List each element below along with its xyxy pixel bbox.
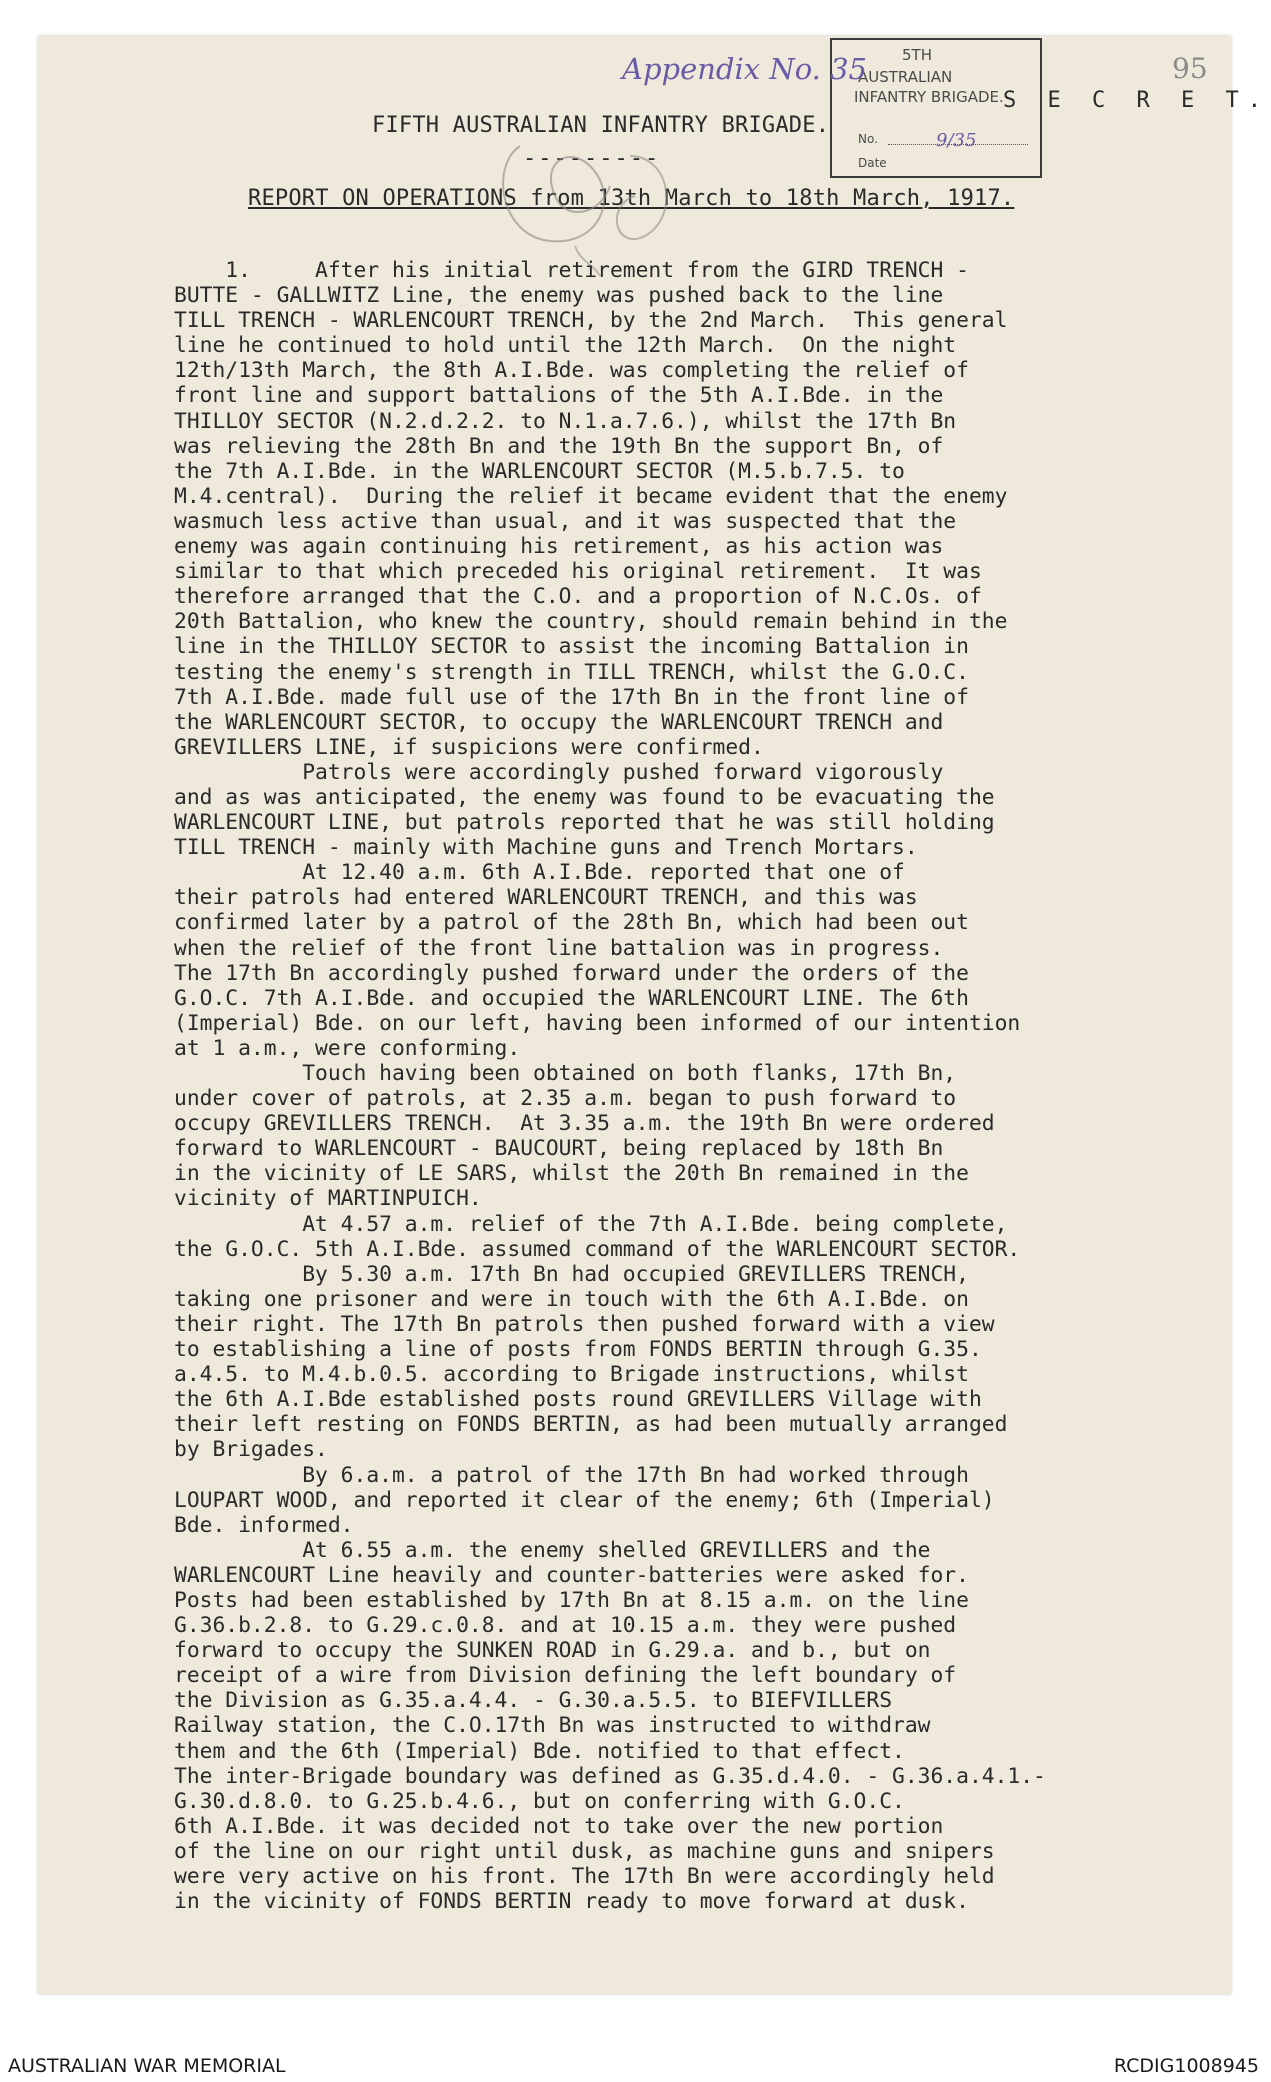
body-line: TILL TRENCH - mainly with Machine guns and Trench Mortars. (174, 835, 918, 861)
body-line: At 4.57 a.m. relief of the 7th A.I.Bde. being complete, (174, 1211, 1008, 1237)
body-line: the 7th A.I.Bde. in the WARLENCOURT SECTOR (M.5.b.7.5. to (174, 458, 905, 484)
body-line: similar to that which preceded his original retirement. It was (174, 559, 982, 585)
report-body (174, 258, 1184, 1914)
stamp-line: 5TH (902, 46, 932, 64)
body-line: By 5.30 a.m. 17th Bn had occupied GREVILLERS TRENCH, (174, 1261, 969, 1287)
body-line: was relieving the 28th Bn and the 19th Bn the support Bn, of (174, 433, 944, 459)
body-line: their left resting on FONDS BERTIN, as had been mutually arranged (174, 1412, 1008, 1438)
body-line: them and the 6th (Imperial) Bde. notified to that effect. (174, 1738, 905, 1764)
stamp-no-label: No. (858, 132, 878, 146)
body-line: the 6th A.I.Bde established posts round GREVILLERS Village with (174, 1387, 982, 1413)
body-line: WARLENCOURT Line heavily and counter-batteries were asked for. (174, 1562, 969, 1588)
body-line: M.4.central). During the relief it became evident that the enemy (174, 483, 1008, 509)
body-line: Patrols were accordingly pushed forward vigorously (174, 759, 944, 785)
body-line: 1. After his initial retirement from the GIRD TRENCH - (174, 258, 969, 283)
body-line: Railway station, the C.O.17th Bn was instructed to withdraw (174, 1713, 931, 1739)
appendix-handwriting: Appendix No. 35 (622, 52, 867, 86)
body-line: in the vicinity of FONDS BERTIN ready to move forward at dusk. (174, 1889, 969, 1915)
body-line: to establishing a line of posts from FONDS BERTIN through G.35. (174, 1337, 982, 1363)
body-line: by Brigades. (174, 1437, 328, 1463)
secret-marking: S E C R E T. (1003, 88, 1270, 113)
body-line: G.30.d.8.0. to G.25.b.4.6., but on conferring with G.O.C. (174, 1788, 905, 1814)
body-line: the G.O.C. 5th A.I.Bde. assumed command of the WARLENCOURT SECTOR. (174, 1236, 1021, 1262)
pencil-scribble-icon (480, 126, 700, 276)
footer-source: AUSTRALIAN WAR MEMORIAL (8, 2055, 286, 2077)
body-line: testing the enemy's strength in TILL TRENCH, whilst the G.O.C. (174, 659, 969, 685)
body-line: vicinity of MARTINPUICH. (174, 1186, 482, 1212)
body-line: Posts had been established by 17th Bn at 8.15 a.m. on the line (174, 1587, 969, 1613)
page-number: 95 (1172, 52, 1208, 85)
body-line: confirmed later by a patrol of the 28th Bn, which had been out (174, 910, 969, 936)
body-line: at 1 a.m., were conforming. (174, 1035, 521, 1061)
body-line: line he continued to hold until the 12th March. On the night (174, 333, 957, 359)
footer-reference: RCDIG1008945 (1113, 2055, 1259, 2077)
body-line: THILLOY SECTOR (N.2.d.2.2. to N.1.a.7.6.), whilst the 17th Bn (174, 408, 957, 434)
body-line: BUTTE - GALLWITZ Line, the enemy was pushed back to the line (174, 283, 944, 309)
body-line: the WARLENCOURT SECTOR, to occupy the WARLENCOURT TRENCH and (174, 709, 944, 735)
body-line: 6th A.I.Bde. it was decided not to take over the new portion (174, 1813, 944, 1839)
body-line: TILL TRENCH - WARLENCOURT TRENCH, by the 2nd March. This general (174, 308, 1008, 334)
body-line: front line and support battalions of the 5th A.I.Bde. in the (174, 383, 944, 409)
stamp-line: INFANTRY BRIGADE. (854, 88, 1004, 106)
body-line: wasmuch less active than usual, and it was suspected that the (174, 508, 957, 534)
body-line: LOUPART WOOD, and reported it clear of the enemy; 6th (Imperial) (174, 1487, 995, 1513)
body-line: The 17th Bn accordingly pushed forward under the orders of the (174, 960, 969, 986)
body-line: (Imperial) Bde. on our left, having been informed of our intention (174, 1010, 1021, 1036)
stamp-line: AUSTRALIAN (858, 68, 953, 86)
body-line: were very active on his front. The 17th Bn were accordingly held (174, 1864, 995, 1889)
body-line: G.36.b.2.8. to G.29.c.0.8. and at 10.15 a.m. they were pushed (174, 1613, 957, 1639)
body-line: a.4.5. to M.4.b.0.5. according to Brigade instructions, whilst (174, 1362, 969, 1388)
body-line: At 6.55 a.m. the enemy shelled GREVILLERS and the (174, 1537, 931, 1563)
body-line: The inter-Brigade boundary was defined as G.35.d.4.0. - G.36.a.4.1.- (174, 1763, 1046, 1789)
body-line: enemy was again continuing his retirement, as his action was (174, 534, 944, 560)
document-title: FIFTH AUSTRALIAN INFANTRY BRIGADE. (372, 113, 830, 138)
body-line: At 12.40 a.m. 6th A.I.Bde. reported that one of (174, 860, 905, 886)
body-line: forward to occupy the SUNKEN ROAD in G.29.a. and b., but on (174, 1638, 931, 1664)
body-line: GREVILLERS LINE, if suspicions were confirmed. (174, 734, 764, 760)
stamp-no-value: 9/35 (936, 130, 977, 151)
body-line: and as was anticipated, the enemy was found to be evacuating the (174, 784, 995, 810)
body-line: in the vicinity of LE SARS, whilst the 20th Bn remained in the (174, 1161, 969, 1187)
body-line: therefore arranged that the C.O. and a proportion of N.C.Os. of (174, 584, 982, 610)
title-divider: --------- (523, 146, 661, 171)
report-title: REPORT ON OPERATIONS from 13th March to 18th March, 1917. (248, 186, 1015, 211)
body-line: Touch having been obtained on both flanks, 17th Bn, (174, 1061, 957, 1086)
body-line: of the line on our right until dusk, as machine guns and snipers (174, 1838, 995, 1864)
body-line: G.O.C. 7th A.I.Bde. and occupied the WARLENCOURT LINE. The 6th (174, 985, 969, 1011)
stamp-date-label: Date (858, 156, 887, 170)
body-line: their patrols had entered WARLENCOURT TRENCH, and this was (174, 885, 918, 911)
body-line: 7th A.I.Bde. made full use of the 17th Bn in the front line of (174, 684, 969, 710)
body-line: occupy GREVILLERS TRENCH. At 3.35 a.m. the 19th Bn were ordered (174, 1111, 995, 1137)
body-line: By 6.a.m. a patrol of the 17th Bn had worked through (174, 1462, 969, 1488)
body-line: when the relief of the front line battalion was in progress. (174, 935, 944, 961)
body-line: under cover of patrols, at 2.35 a.m. began to push forward to (174, 1086, 957, 1112)
body-line: Bde. informed. (174, 1512, 354, 1538)
body-line: forward to WARLENCOURT - BAUCOURT, being replaced by 18th Bn (174, 1136, 944, 1162)
body-line: their right. The 17th Bn patrols then pushed forward with a view (174, 1311, 995, 1337)
body-line: the Division as G.35.a.4.4. - G.30.a.5.5. to BIEFVILLERS (174, 1688, 893, 1714)
body-line: 12th/13th March, the 8th A.I.Bde. was completing the relief of (174, 358, 969, 384)
body-line: 20th Battalion, who knew the country, should remain behind in the (174, 609, 1008, 635)
body-line: WARLENCOURT LINE, but patrols reported that he was still holding (174, 810, 995, 836)
body-line: taking one prisoner and were in touch with the 6th A.I.Bde. on (174, 1286, 969, 1312)
body-line: line in the THILLOY SECTOR to assist the incoming Battalion in (174, 634, 969, 660)
body-line: receipt of a wire from Division defining the left boundary of (174, 1663, 957, 1689)
